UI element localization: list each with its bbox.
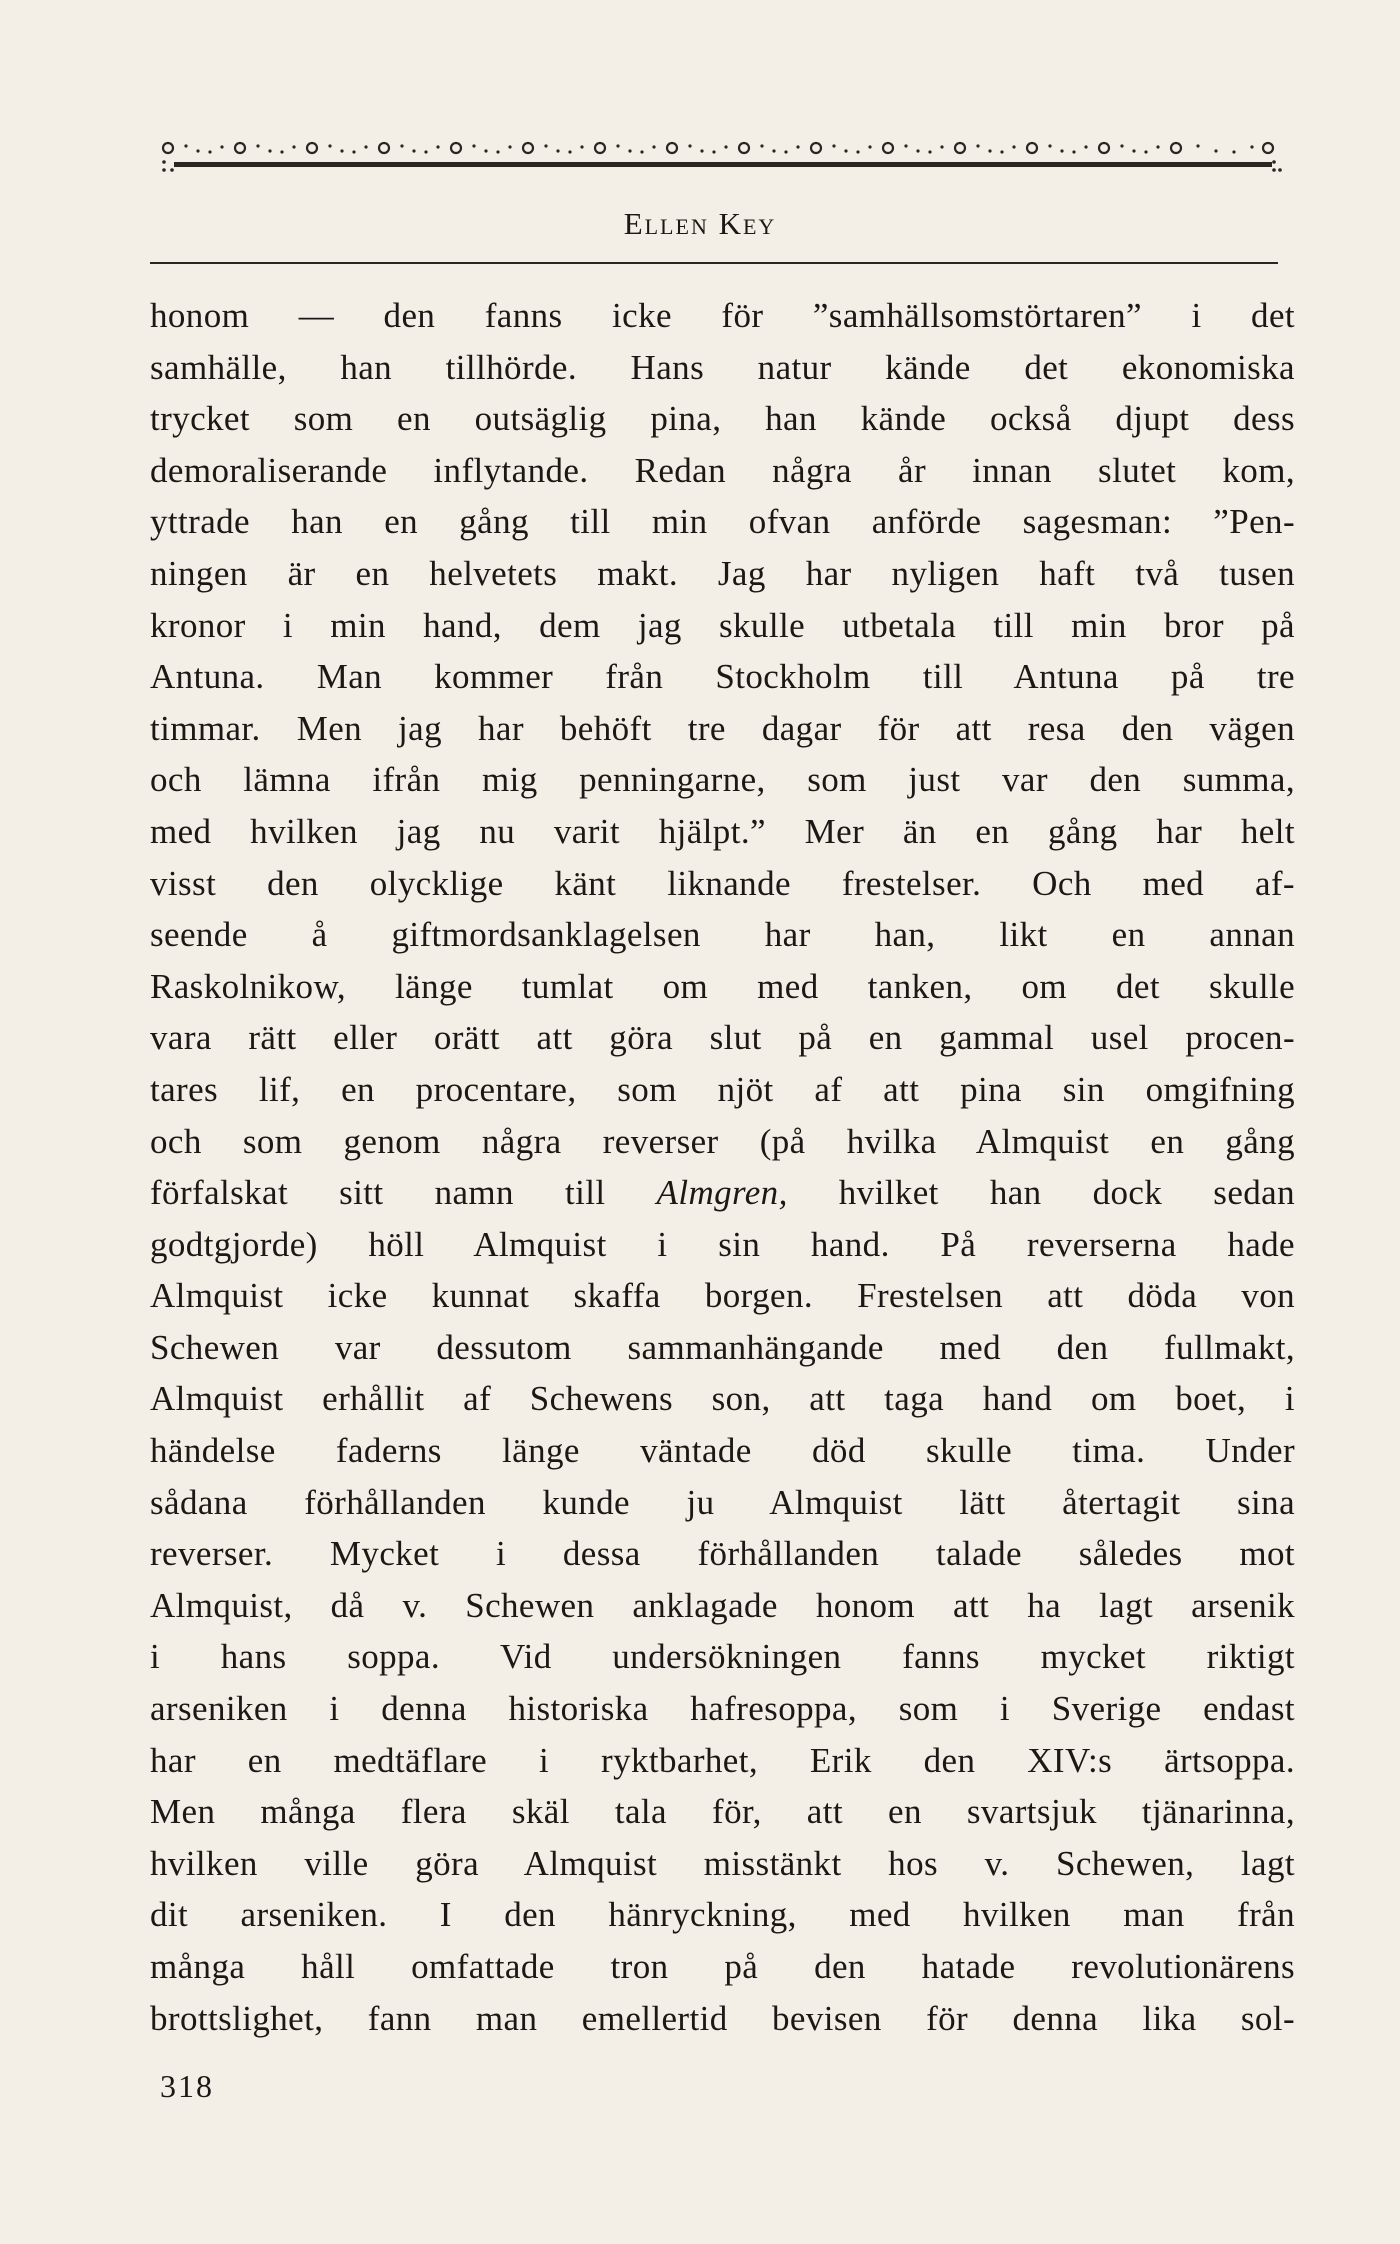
header-rule (150, 262, 1278, 264)
page-number: 318 (160, 2068, 214, 2104)
text-line: sådana förhållanden kunde ju Almquist lätt återtagit sina (150, 1482, 1295, 1522)
text-line: tares lif, en procentare, som njöt af att pina sin omgifning (150, 1069, 1295, 1109)
text-line: trycket som en outsäglig pina, han kände också djupt dess (150, 399, 1295, 439)
text-line: godtgjorde) höll Almquist i sin hand. På reverserna hade (150, 1224, 1295, 1264)
text-line: seende å giftmordsanklagelsen har han, likt en annan (150, 915, 1295, 955)
text-segment: förfalskat sitt namn till (150, 1173, 657, 1213)
text-line: Antuna. Man kommer från Stockholm till Antuna på tre (150, 657, 1295, 697)
text-line: ningen är en helvetets makt. Jag har nyligen haft två tusen (150, 553, 1295, 593)
text-line: Raskolnikow, länge tumlat om med tanken, om det skulle (150, 966, 1295, 1006)
text-line: hvilken ville göra Almquist misstänkt hos v. Schewen, lagt (150, 1843, 1295, 1883)
text-line: reverser. Mycket i dessa förhållanden talade således mot (150, 1534, 1295, 1574)
header-ornament (158, 138, 1288, 186)
italic-name: Almgren, (656, 1173, 788, 1213)
text-line: honom — den fanns icke för ”samhällsomstörtaren” i det (150, 296, 1295, 335)
text-line: händelse faderns länge väntade död skulle tima. Under (150, 1431, 1295, 1471)
text-line: Almquist, då v. Schewen anklagade honom att ha lagt arsenik (150, 1585, 1295, 1625)
text-line: och lämna ifrån mig penningarne, som just var den summa, (150, 760, 1295, 800)
text-line: visst den olycklige känt liknande frestelser. Och med af- (150, 863, 1295, 903)
text-line: timmar. Men jag har behöft tre dagar för att resa den vägen (150, 708, 1295, 748)
text-line: har en medtäflare i ryktbarhet, Erik den XIV:s ärtsoppa. (150, 1740, 1295, 1780)
text-line: vara rätt eller orätt att göra slut på en gammal usel procen- (150, 1018, 1295, 1058)
text-line: Men många flera skäl tala för, att en svartsjuk tjänarinna, (150, 1792, 1295, 1832)
text-line: och som genom några reverser (på hvilka Almquist en gång (150, 1121, 1295, 1161)
body-text (150, 290, 1295, 2044)
text-line: många håll omfattade tron på den hatade revolutionärens (150, 1947, 1295, 1986)
text-line (150, 1167, 1295, 1219)
text-line: demoraliserande inflytande. Redan några år innan slutet kom, (150, 450, 1295, 490)
text-line: kronor i min hand, dem jag skulle utbetala till min bror på (150, 605, 1295, 645)
running-head: Ellen Key (623, 206, 777, 241)
text-line: Almquist erhållit af Schewens son, att taga hand om boet, i (150, 1379, 1295, 1419)
text-line: Schewen var dessutom sammanhängande med den fullmakt, (150, 1327, 1295, 1367)
text-segment: hvilket han dock sedan (787, 1173, 1295, 1213)
text-line: samhälle, han tillhörde. Hans natur kände det ekonomiska (150, 347, 1295, 387)
text-line: i hans soppa. Vid undersökningen fanns mycket riktigt (150, 1637, 1295, 1677)
text-line: dit arseniken. I den hänryckning, med hvilken man från (150, 1895, 1295, 1935)
text-line: med hvilken jag nu varit hjälpt.” Mer än en gång har helt (150, 811, 1295, 851)
text-line: brottslighet, fann man emellertid bevisen för denna lika sol- (150, 1998, 1295, 2038)
text-line: Almquist icke kunnat skaffa borgen. Frestelsen att döda von (150, 1276, 1295, 1316)
text-line: yttrade han en gång till min ofvan anförde sagesman: ”Pen- (150, 502, 1295, 542)
text-line: arseniken i denna historiska hafresoppa, som i Sverige endast (150, 1689, 1295, 1729)
